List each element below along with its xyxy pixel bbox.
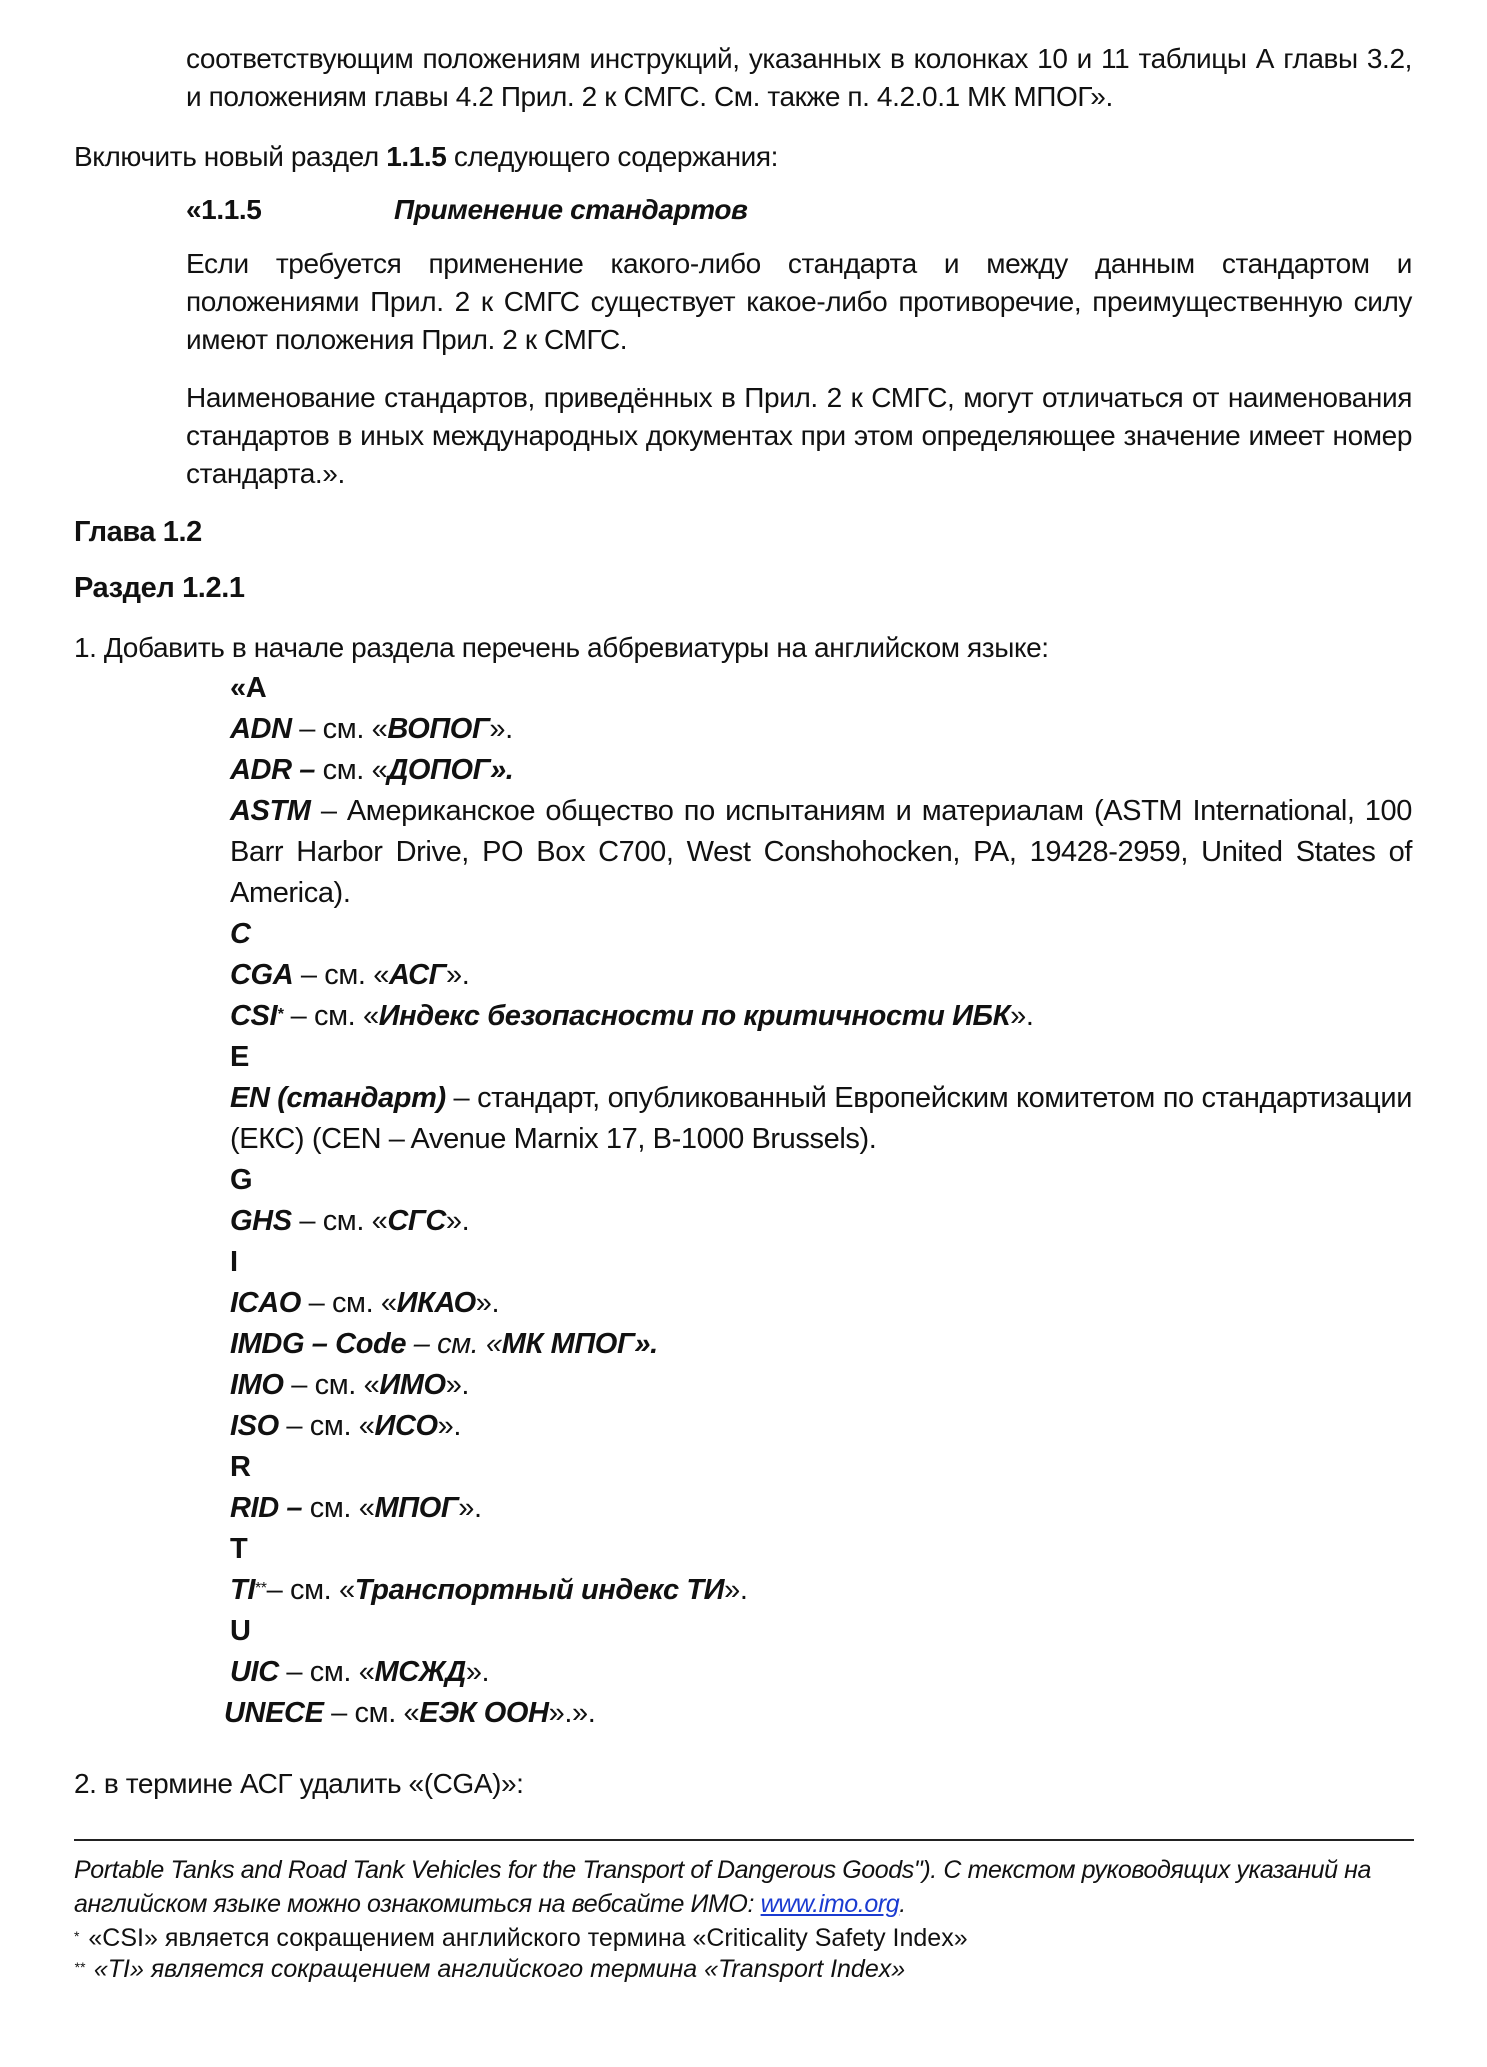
section-115-heading <box>186 191 748 229</box>
abbr-closing: ». <box>446 959 470 991</box>
letter-heading-u: U <box>230 1615 251 1647</box>
footnote-csi <box>74 1921 1414 1955</box>
include-section-number: 1.1.5 <box>386 141 447 172</box>
abbr-entry-cga <box>230 955 1412 996</box>
abbr-term: TI <box>230 1574 255 1606</box>
abbr-connector: – см. « <box>323 1697 420 1729</box>
footnote-text: «CSI» является сокращением английского термина «Criticality Safety Index» <box>81 1924 968 1952</box>
abbr-closing: ». <box>489 713 513 745</box>
abbr-closing: ». <box>437 1410 462 1442</box>
abbr-entry-csi <box>230 996 1412 1037</box>
letter-heading-c-text: C <box>230 918 251 950</box>
abbr-closing: ». <box>1010 1000 1034 1032</box>
abbr-term: IMO <box>230 1369 284 1401</box>
letter-heading-t: T <box>230 1533 248 1565</box>
imo-website-link[interactable]: www.imo.org <box>760 1890 900 1918</box>
abbr-entry-imo <box>230 1365 1412 1406</box>
footnote-marker: * <box>277 1006 283 1023</box>
abbr-connector: см. « <box>315 754 388 786</box>
abbr-entry-uic <box>230 1652 1412 1693</box>
letter-heading-e: E <box>230 1041 249 1073</box>
abbr-reference: ВОПОГ <box>387 713 490 745</box>
abbr-definition: – стандарт, опубликованный Европейским комитетом по стандартизации (ЕКС) (CEN – Avenue Marnix 17, B-1000 Brussels). <box>230 1082 1412 1155</box>
footnote-ti <box>74 1952 1414 1986</box>
abbr-term: RID – <box>230 1492 303 1524</box>
abbr-connector: – см. « <box>278 1656 375 1688</box>
abbr-closing: ». <box>724 1574 748 1606</box>
abbr-term: CGA <box>230 959 294 991</box>
include-section-instruction <box>74 138 778 176</box>
letter-heading-g: G <box>230 1164 253 1196</box>
abbr-entry-astm <box>230 791 1412 914</box>
section-heading: Раздел 1.2.1 <box>74 572 245 604</box>
include-suffix: следующего содержания: <box>446 141 779 172</box>
abbr-entry-adr <box>230 750 1412 791</box>
abbr-connector: – см. « <box>278 1410 375 1442</box>
abbr-term: GHS <box>230 1205 292 1237</box>
abbr-connector: см. « <box>302 1492 375 1524</box>
abbr-reference: ИКАО <box>396 1287 476 1319</box>
section-115-number: «1.1.5 <box>186 194 262 225</box>
letter-heading-a: «A <box>230 672 267 704</box>
abbr-entry-ti <box>230 1570 1412 1611</box>
abbr-term: CSI <box>230 1000 278 1032</box>
item-2-instruction: 2. в термине АСГ удалить «(CGA)»: <box>74 1768 524 1799</box>
abbr-reference: АСГ <box>388 959 447 991</box>
abbr-term: UNECE <box>224 1697 324 1729</box>
abbr-connector: – см. « <box>266 1574 355 1606</box>
abbr-entry-adn <box>230 709 1412 750</box>
abbr-term: ISO <box>230 1410 279 1442</box>
continuation-paragraph: соответствующим положениям инструкций, указанных в колонках 10 и 11 таблицы А главы 3.2, и положениям главы 4.2 Прил. 2 к СМГС. См. также п. 4.2.0.1 МК МПОГ». <box>186 43 1412 112</box>
footnote-marker: * <box>74 1928 80 1944</box>
section-115-paragraph-2: Наименование стандартов, приведённых в Прил. 2 к СМГС, могут отличаться от наименования стандартов в иных международных документах при этом определяющее значение имеет номер стандарта.». <box>186 382 1412 489</box>
abbr-closing: ». <box>445 1369 470 1401</box>
footnote-text: Portable Tanks and Road Tank Vehicles for the Transport of Dangerous Goods"). С текстом руководящих указаний на английском языке можно ознакомиться на вебсайте ИМО: <box>74 1856 1372 1918</box>
abbr-closing: ».». <box>548 1697 596 1729</box>
abbr-connector: – см. « <box>406 1328 502 1360</box>
letter-heading-r: R <box>230 1451 251 1483</box>
footnote-marker: ** <box>74 1959 85 1975</box>
abbr-entry-icao <box>230 1283 1412 1324</box>
section-115-title: Применение стандартов <box>394 194 748 225</box>
abbr-connector: – см. « <box>291 1205 388 1237</box>
letter-heading-c <box>230 914 1412 955</box>
abbr-reference: МК МПОГ». <box>501 1328 658 1360</box>
abbr-term: ICAO <box>230 1287 301 1319</box>
abbr-term: UIC <box>230 1656 279 1688</box>
abbr-entry-unece <box>224 1693 1412 1734</box>
abbr-reference: СГС <box>387 1205 446 1237</box>
abbr-reference: ДОПОГ». <box>387 754 514 786</box>
letter-heading-i: I <box>230 1246 238 1278</box>
abbr-entry-iso <box>230 1406 1412 1447</box>
abbr-connector: – см. « <box>291 713 388 745</box>
abbr-connector: – см. « <box>300 1287 397 1319</box>
abbr-term: ADR – <box>230 754 316 786</box>
abbreviation-list <box>224 668 1412 1734</box>
abbr-entry-imdg <box>230 1324 1412 1365</box>
abbr-closing: ». <box>475 1287 500 1319</box>
abbr-entry-en <box>230 1078 1412 1160</box>
abbr-entry-ghs <box>230 1201 1412 1242</box>
abbr-definition: – Американское общество по испытаниям и материалам (ASTM International, 100 Barr Harbor Drive, PO Box C700, West Conshohocken, PA, 19428-2959, United States of America). <box>230 795 1412 909</box>
abbr-entry-rid <box>230 1488 1412 1529</box>
abbr-closing: ». <box>445 1205 470 1237</box>
section-115-paragraph-1: Если требуется применение какого-либо стандарта и между данным стандартом и положениями Прил. 2 к СМГС существует какое-либо противоречие, преимущественную силу имеют положения Прил. 2 к СМГС. <box>186 248 1412 355</box>
abbr-reference: Транспортный индекс ТИ <box>354 1574 725 1606</box>
abbr-reference: ИСО <box>374 1410 438 1442</box>
footnote-period: . <box>899 1890 906 1918</box>
abbr-connector: – см. « <box>293 959 389 991</box>
abbr-connector: – см. « <box>282 1000 379 1032</box>
footnote-separator <box>74 1839 1414 1841</box>
footnote-marker: ** <box>254 1580 267 1597</box>
abbr-reference: ЕЭК ООН <box>419 1697 549 1729</box>
abbr-term: ASTM <box>230 795 311 827</box>
abbr-reference: МСЖД <box>374 1656 466 1688</box>
abbr-term: ADN <box>230 713 292 745</box>
item-1-instruction: 1. Добавить в начале раздела перечень аббревиатуры на английском языке: <box>74 632 1049 663</box>
footnote-continuation <box>74 1853 1414 1921</box>
include-prefix: Включить новый раздел <box>74 141 387 172</box>
abbr-term: IMDG – Code <box>230 1328 407 1360</box>
abbr-reference: ИМО <box>379 1369 446 1401</box>
abbr-term: EN (стандарт) <box>230 1082 446 1114</box>
abbr-closing: ». <box>465 1656 490 1688</box>
footnote-text: «TI» является сокращением английского термина «Transport Index» <box>86 1955 906 1983</box>
abbr-closing: ». <box>458 1492 482 1524</box>
abbr-reference: МПОГ <box>374 1492 459 1524</box>
abbr-reference: Индекс безопасности по критичности ИБК <box>378 1000 1011 1032</box>
abbr-connector: – см. « <box>283 1369 380 1401</box>
chapter-heading: Глава 1.2 <box>74 516 202 548</box>
